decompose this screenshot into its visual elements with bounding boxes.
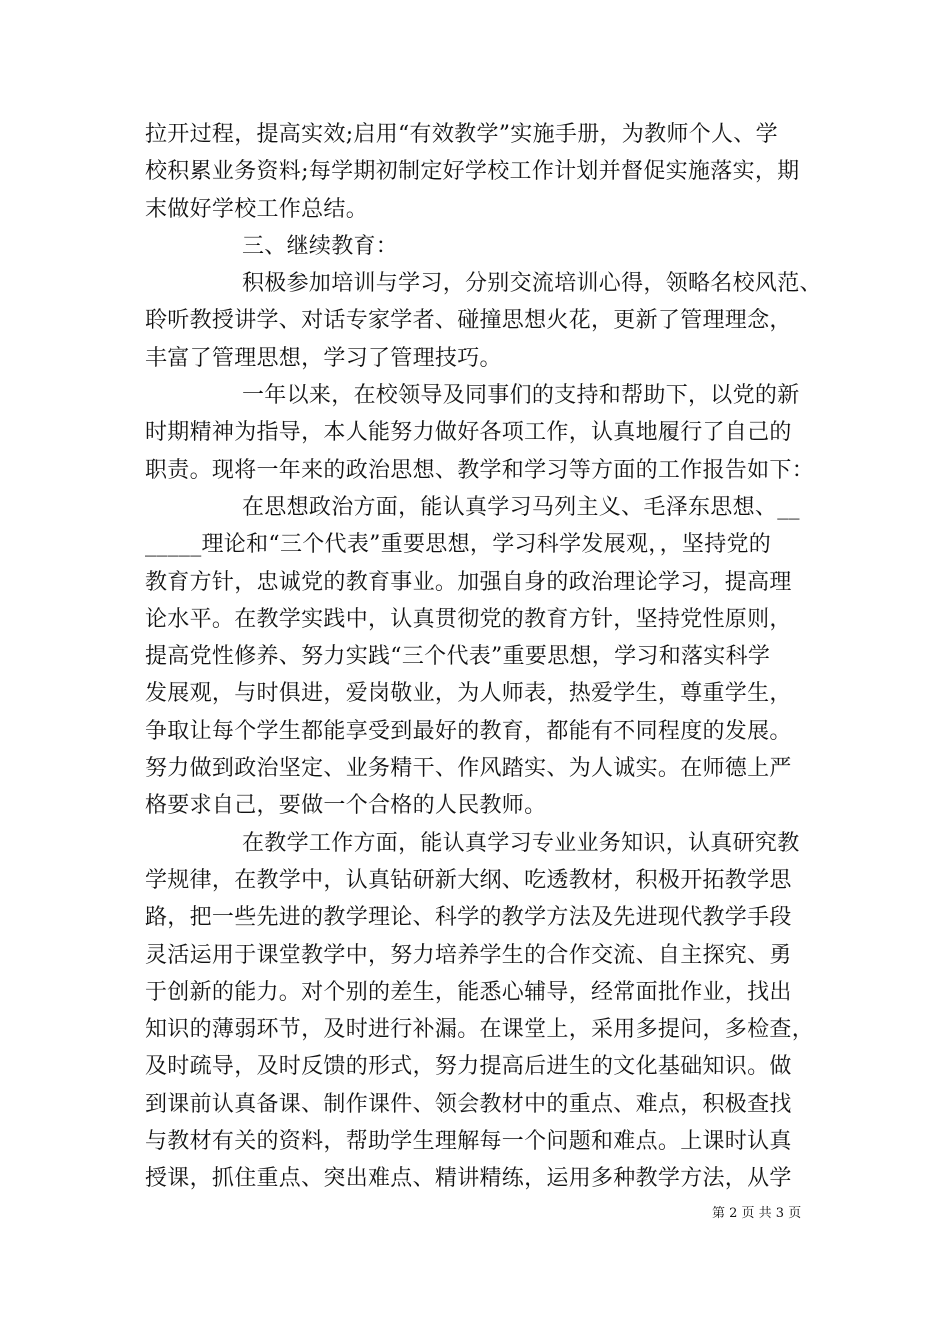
text-line: 与教材有关的资料，帮助学生理解每一个问题和难点。上课时认真 <box>145 1129 792 1155</box>
text-line: 发展观，与时俱进，爱岗敬业，为人师表，热爱学生，尊重学生， <box>145 681 792 707</box>
text-line: 到课前认真备课、制作课件、领会教材中的重点、难点，积极查找 <box>145 1091 792 1117</box>
text-line: 灵活运用于课堂教学中，努力培养学生的合作交流、自主探究、勇 <box>145 942 792 968</box>
text-line: 校积累业务资料;每学期初制定好学校工作计划并督促实施落实，期 <box>145 159 800 185</box>
text-line: 聆听教授讲学、对话专家学者、碰撞思想火花，更新了管理理念， <box>145 308 792 334</box>
text-line: 职责。现将一年来的政治思想、教学和学习等方面的工作报告如下： <box>145 457 815 483</box>
text-line: 积极参加培训与学习，分别交流培训心得，领略名校风范、 <box>242 271 822 297</box>
text-line: 一年以来，在校领导及同事们的支持和帮助下，以党的新 <box>242 383 800 409</box>
text-line: 丰富了管理思想，学习了管理技巧。 <box>145 345 502 371</box>
body-text <box>145 116 822 1198</box>
text-line: 在思想政治方面，能认真学习马列主义、毛泽东思想、__ <box>242 494 800 520</box>
text-line: 在教学工作方面，能认真学习专业业务知识，认真研究教 <box>242 830 800 856</box>
text-line: _____理论和“三个代表”重要思想，学习科学发展观，，坚持党的 <box>145 532 772 558</box>
text-line: 授课，抓住重点、突出难点、精讲精练，运用多种教学方法，从学 <box>145 1166 792 1192</box>
text-line: 及时疏导，及时反馈的形式，努力提高后进生的文化基础知识。做 <box>145 1054 792 1080</box>
text-line: 争取让每个学生都能享受到最好的教育，都能有不同程度的发展。 <box>145 718 792 744</box>
section-heading: 三、继续教育： <box>242 233 399 259</box>
text-line: 提高党性修养、努力实践“三个代表”重要思想，学习和落实科学 <box>145 644 771 670</box>
text-line: 于创新的能力。对个别的差生，能悉心辅导，经常面批作业，找出 <box>145 979 792 1005</box>
page-number: 第 2 页 共 3 页 <box>712 1206 802 1221</box>
text-line: 时期精神为指导，本人能努力做好各项工作，认真地履行了自己的 <box>145 420 792 446</box>
text-line: 教育方针，忠诚党的教育事业。加强自身的政治理论学习，提高理 <box>145 569 792 595</box>
text-line: 知识的薄弱环节，及时进行补漏。在课堂上，采用多提问，多检查， <box>145 1017 815 1043</box>
text-line: 末做好学校工作总结。 <box>145 196 369 222</box>
text-line: 格要求自己，要做一个合格的人民教师。 <box>145 793 547 819</box>
text-line: 路，把一些先进的教学理论、科学的教学方法及先进现代教学手段 <box>145 905 792 931</box>
text-line: 论水平。在教学实践中，认真贯彻党的教育方针，坚持党性原则， <box>145 606 792 632</box>
text-line: 拉开过程，提高实效;启用“有效教学”实施手册，为教师个人、学 <box>145 122 778 147</box>
text-line: 努力做到政治坚定、业务精干、作风踏实、为人诚实。在师德上严 <box>145 756 792 782</box>
text-line: 学规律，在教学中，认真钻研新大纲、吃透教材，积极开拓教学思 <box>145 867 792 893</box>
